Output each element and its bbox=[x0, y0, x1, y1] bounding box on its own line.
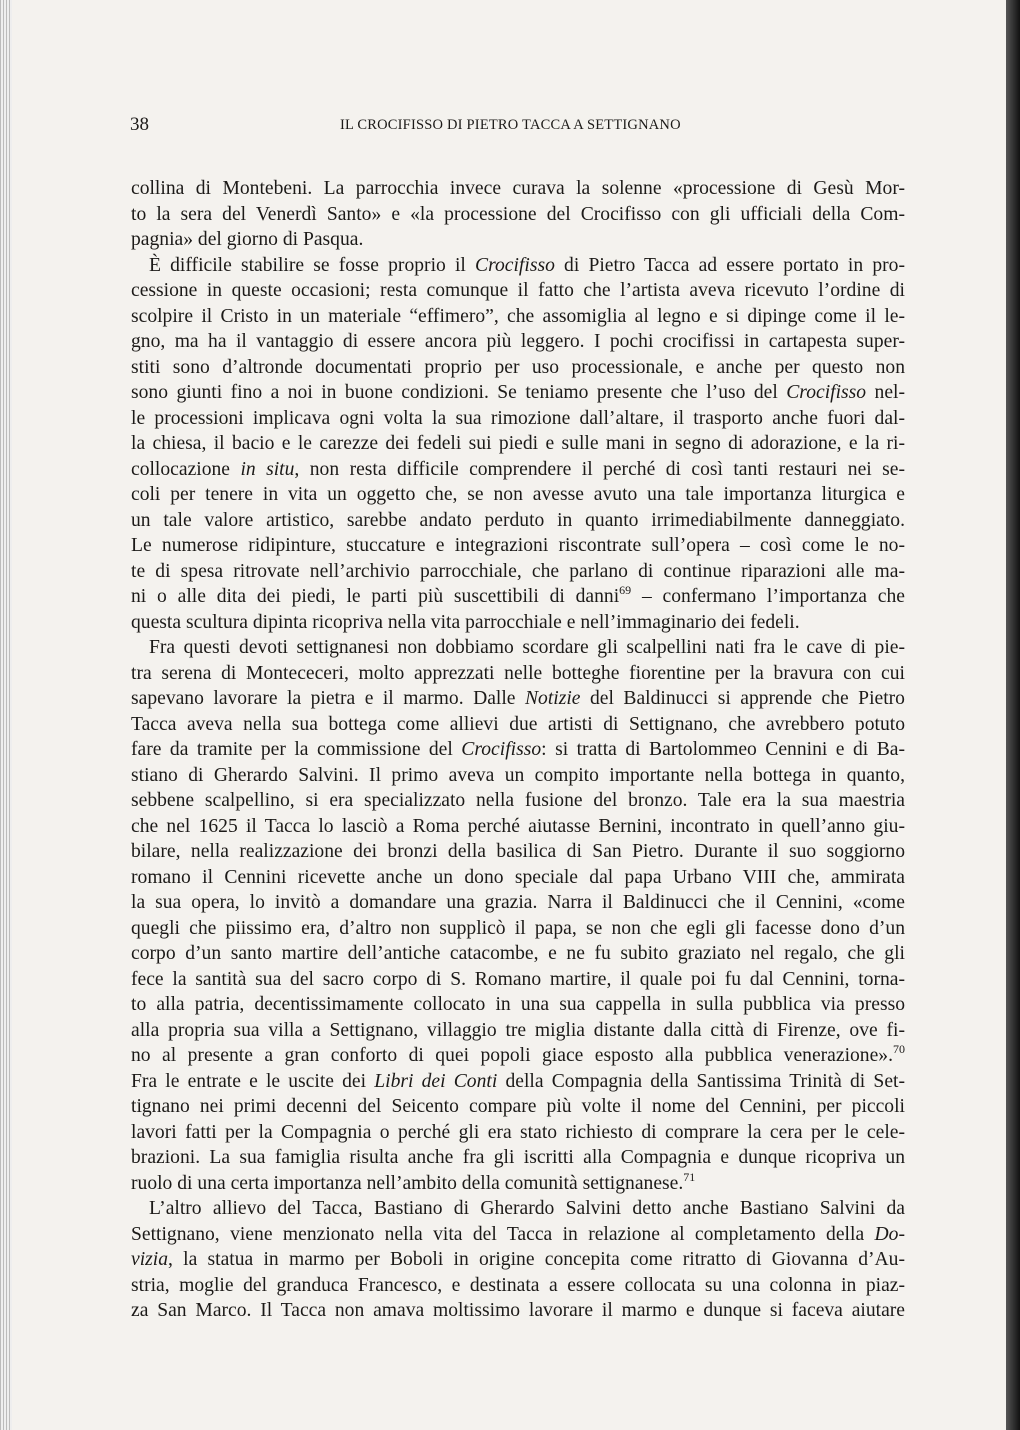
text-run: L’altro allievo del Tacca, Bastiano di Gherardo Salvini detto anche Bastiano Salvini da bbox=[149, 1198, 905, 1219]
italic-text: vizia bbox=[131, 1249, 169, 1270]
text-run: di Pietro Tacca ad essere portato in pro- bbox=[554, 254, 905, 276]
text-run: tra serena di Montececeri, molto apprezzati nelle botteghe fiorentine per la bravura con cui bbox=[131, 662, 905, 684]
text-run: te di spesa ritrovate nell’archivio parrocchiale, che parlano di continue riparazioni alle ma- bbox=[131, 560, 905, 582]
text-run: Fra le entrate e le uscite dei bbox=[131, 1070, 375, 1092]
text-line bbox=[131, 406, 905, 432]
italic-text: Crocifisso bbox=[786, 382, 867, 403]
text-run: stria, moglie del granduca Francesco, e destinata a essere collocata su una colonna in piaz- bbox=[131, 1274, 905, 1296]
text-run: Fra questi devoti settignanesi non dobbiamo scordare gli scalpellini nati fra le cave di pie- bbox=[149, 637, 905, 658]
text-line bbox=[131, 763, 905, 789]
text-line bbox=[131, 329, 905, 355]
page-right-edge bbox=[1006, 0, 1020, 1430]
footnote-ref: 71 bbox=[683, 1169, 696, 1184]
text-line bbox=[131, 1298, 905, 1324]
text-line bbox=[131, 814, 905, 840]
text-line bbox=[131, 1018, 905, 1044]
text-line bbox=[131, 992, 905, 1018]
text-run: fece la santità sua del sacro corpo di S. Romano martire, il quale poi fu dal Cennini, torna- bbox=[131, 968, 905, 990]
text-run: ni o alle dita dei piedi, le parti più suscettibili di danni bbox=[131, 586, 620, 607]
text-line bbox=[131, 253, 905, 279]
text-run: no al presente a gran conforto di quei popoli giace esposto alla pubblica venerazione». bbox=[131, 1045, 893, 1066]
italic-text: Do- bbox=[874, 1223, 905, 1245]
text-run: Le numerose ridipinture, stuccature e integrazioni riscontrate sull’opera – così come le no- bbox=[131, 535, 905, 556]
text-line bbox=[131, 737, 905, 763]
text-line bbox=[131, 839, 905, 865]
italic-text: Crocifisso bbox=[475, 254, 555, 276]
text-line bbox=[131, 482, 905, 508]
text-line bbox=[131, 533, 905, 559]
text-run: lavori fatti per la Compagnia o perché gli era stato richiesto di comprare la cera per le cele- bbox=[131, 1121, 905, 1143]
italic-text: Crocifisso bbox=[461, 739, 542, 760]
text-line bbox=[131, 865, 905, 891]
text-line bbox=[131, 559, 905, 585]
text-line bbox=[131, 1043, 905, 1069]
text-line bbox=[131, 1120, 905, 1146]
text-run: che nel 1625 il Tacca lo lasciò a Roma perché aiutasse Bernini, incontrato in quell’anno giu- bbox=[131, 815, 905, 837]
text-line bbox=[131, 304, 905, 330]
text-line bbox=[131, 686, 905, 712]
text-line bbox=[131, 661, 905, 687]
text-run: collocazione bbox=[131, 458, 241, 480]
text-run: Settignano, viene menzionato nella vita del Tacca in relazione al completamento della bbox=[131, 1223, 875, 1245]
text-run: cessione in queste occasioni; resta comunque il fatto che l’artista aveva ricevuto l’ordine di bbox=[131, 280, 905, 301]
text-run: nel- bbox=[866, 382, 905, 403]
text-line bbox=[131, 1145, 905, 1171]
text-line bbox=[131, 635, 905, 661]
text-run: brazioni. La sua famiglia risulta anche fra gli iscritti alla Compagnia e dunque ricopriva un bbox=[131, 1147, 905, 1168]
text-line bbox=[131, 1171, 905, 1197]
text-run: to la sera del Venerdì Santo» e «la processione del Crocifisso con gli ufficiali della Com- bbox=[131, 203, 905, 225]
text-line bbox=[131, 941, 905, 967]
text-run: del Baldinucci si apprende che Pietro bbox=[580, 688, 905, 709]
text-line bbox=[131, 431, 905, 457]
body-text bbox=[131, 176, 905, 1324]
text-run: ruolo di una certa importanza nell’ambito della comunità settignanese. bbox=[131, 1172, 684, 1194]
text-line bbox=[131, 712, 905, 738]
text-run: stiano di Gherardo Salvini. Il primo aveva un compito importante nella bottega in quanto, bbox=[131, 764, 905, 786]
book-binding-edge bbox=[0, 0, 12, 1430]
page-number: 38 bbox=[130, 114, 149, 135]
text-line bbox=[131, 1273, 905, 1299]
text-line bbox=[131, 457, 905, 483]
text-line bbox=[131, 1069, 905, 1095]
text-line bbox=[131, 508, 905, 534]
text-line bbox=[131, 1222, 905, 1248]
text-run: Tacca aveva nella sua bottega come allievi due artisti di Settignano, che avrebbero potuto bbox=[131, 713, 905, 735]
italic-text: in situ bbox=[240, 458, 295, 480]
running-title: IL CROCIFISSO DI PIETRO TACCA A SETTIGNANO bbox=[340, 117, 681, 133]
text-run: la chiesa, il bacio e le carezze dei fedeli sui piedi e sulle mani in segno di adorazione, e la ri- bbox=[131, 433, 905, 454]
italic-text: Libri dei Conti bbox=[374, 1070, 498, 1092]
text-line bbox=[131, 202, 905, 228]
text-line bbox=[131, 916, 905, 942]
text-line bbox=[131, 176, 905, 202]
text-run: fare da tramite per la commissione del bbox=[131, 739, 462, 760]
text-run: sapevano lavorare la pietra e il marmo. Dalle bbox=[131, 688, 525, 709]
text-run: – confermano l’importanza che bbox=[631, 586, 905, 607]
text-run: È difficile stabilire se fosse proprio il bbox=[149, 254, 476, 276]
italic-text: Notizie bbox=[524, 688, 581, 709]
text-run: coli per tenere in vita un oggetto che, se non avesse avuto una tale importanza liturgica e bbox=[131, 484, 905, 505]
text-line bbox=[131, 355, 905, 381]
text-run: romano il Cennini ricevette anche un dono speciale dal papa Urbano VIII che, ammirata bbox=[131, 866, 905, 888]
text-line bbox=[131, 788, 905, 814]
footnote-ref: 69 bbox=[619, 583, 632, 597]
text-run: scolpire il Cristo in un materiale “effimero”, che assomiglia al legno e si dipinge come il le- bbox=[131, 305, 905, 327]
text-line bbox=[131, 227, 905, 253]
text-run: la sua opera, lo invitò a domandare una grazia. Narra il Baldinucci che il Cennini, «come bbox=[131, 892, 905, 913]
text-run: le processioni implicava ogni volta la sua rimozione dall’altare, il trasporto anche fuori dal- bbox=[131, 407, 905, 429]
text-line bbox=[131, 890, 905, 916]
text-line bbox=[131, 1247, 905, 1273]
text-run: stiti sono d’altronde documentati proprio per uso processionale, e anche per questo non bbox=[131, 356, 905, 378]
text-run: un tale valore artistico, sarebbe andato perduto in quanto irrimediabilmente danneggiato. bbox=[131, 509, 905, 531]
footnote-ref: 70 bbox=[893, 1042, 905, 1056]
text-line bbox=[131, 278, 905, 304]
text-run: tignano nei primi decenni del Seicento compare più volte il nome del Cennini, per piccoli bbox=[131, 1096, 905, 1117]
text-run: : si tratta di Bartolommeo Cennini e di Ba- bbox=[541, 739, 905, 760]
text-run: corpo d’un santo martire dell’antiche catacombe, e ne fu subito graziato nel regalo, che gli bbox=[131, 943, 905, 964]
text-run: to alla patria, decentissimamente collocato in una sua cappella in sulla pubblica via presso bbox=[131, 994, 905, 1015]
text-run: , non resta difficile comprendere il perché di così tanti restauri nei se- bbox=[294, 458, 905, 480]
text-run: sono giunti fino a noi in buone condizioni. Se teniamo presente che l’uso del bbox=[131, 382, 787, 403]
text-run: alla propria sua villa a Settignano, villaggio tre miglia distante dalla città di Firenze, ove fi- bbox=[131, 1019, 905, 1041]
text-run: gno, ma ha il vantaggio di essere ancora più leggero. I pochi crocifissi in cartapesta super- bbox=[131, 331, 905, 352]
text-run: quegli che piissimo era, d’altro non supplicò il papa, se non che egli gli facesse dono d’un bbox=[131, 917, 905, 939]
text-run: bilare, nella realizzazione dei bronzi della basilica di San Pietro. Durante il suo soggiorno bbox=[131, 841, 905, 862]
text-line bbox=[131, 1196, 905, 1222]
text-run: sebbene scalpellino, si era specializzato nella fusione del bronzo. Tale era la sua maestria bbox=[131, 790, 905, 811]
text-line bbox=[131, 967, 905, 993]
text-run: , la statua in marmo per Boboli in origine concepita come ritratto di Giovanna d’Au- bbox=[168, 1249, 905, 1270]
text-run: za San Marco. Il Tacca non amava moltissimo lavorare il marmo e dunque si faceva aiutare bbox=[131, 1300, 905, 1321]
text-line bbox=[131, 1094, 905, 1120]
text-run: della Compagnia della Santissima Trinità di Set- bbox=[497, 1070, 905, 1092]
text-run: collina di Montebeni. La parrocchia invece curava la solenne «processione di Gesù Mor- bbox=[131, 178, 905, 199]
text-line bbox=[131, 380, 905, 406]
text-run: questa scultura dipinta ricopriva nella vita parrocchiale e nell’immaginario dei fedeli. bbox=[131, 611, 800, 633]
text-line bbox=[131, 610, 905, 636]
text-run: pagnia» del giorno di Pasqua. bbox=[131, 229, 364, 250]
text-line bbox=[131, 584, 905, 610]
